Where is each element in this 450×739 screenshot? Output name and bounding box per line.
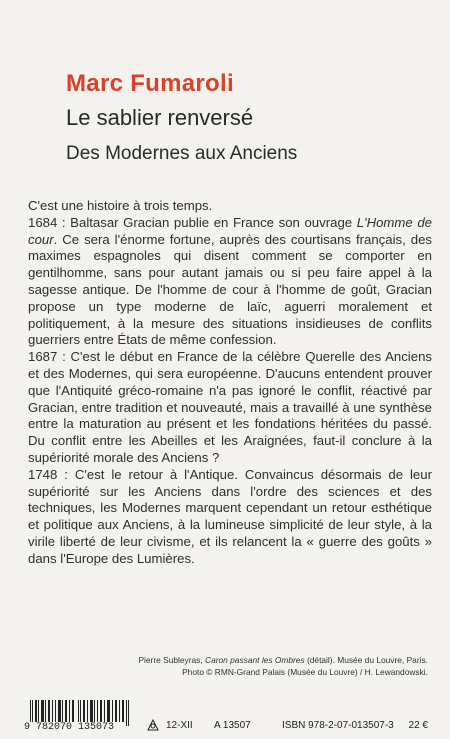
blurb bbox=[28, 198, 432, 568]
barcode bbox=[24, 700, 136, 736]
credit-line-2: Photo © RMN-Grand Palais (Musée du Louvre) / H. Lewandowski. bbox=[182, 666, 428, 677]
blurb-1748: 1748 : C'est le retour à l'Antique. Convaincus désormais de leur supériorité sur les Anciens dans l'ordre des sciences et des techniques, les Modernes marquent cependant un retour esthétique et politique aux Anciens, à la lumineuse simplicité de leur style, à la virile liberté de leur civisme, et ils relancent la « guerre des goûts » dans l'Europe des Lumières. bbox=[28, 466, 432, 566]
publisher-logo-icon bbox=[146, 718, 160, 735]
credit-artist: Pierre Subleyras, bbox=[138, 655, 206, 665]
print-code: 12-XII bbox=[166, 720, 193, 731]
blurb-1687: 1687 : C'est le début en France de la célèbre Querelle des Anciens et des Modernes, qui sera européenne. D'aucuns entendent prouver que l'Antiquité gréco-romaine n'a pas ignoré le conflit, réactivé par Gracian, entre tradition et nouveauté, mais a travaillé à une synthèse entre la maturation au présent et les fondations héritées du passé. Du conflit entre les Abeilles et les Araignées, faut-il conclure à la supériorité morale des Anciens ? bbox=[28, 349, 432, 465]
isbn: ISBN 978-2-07-013507-3 bbox=[282, 720, 394, 731]
credit-work-title: Caron passant les Ombres bbox=[205, 655, 305, 665]
blurb-1684-work-title: L'Homme de cour bbox=[28, 214, 432, 247]
catalog-code: A 13507 bbox=[214, 720, 251, 731]
book-title: Le sablier renversé bbox=[66, 105, 254, 130]
blurb-1684 bbox=[28, 215, 432, 349]
image-credit bbox=[108, 655, 428, 678]
credit-line-1 bbox=[108, 655, 428, 667]
blurb-1684-end: . Ce sera l'énorme fortune, auprès des courtisans français, des maximes espagnoles qui disent comment se comporter en gentilhomme, sans pour autant jamais ou si peu faire appel à la sagesse antique. De l'homme de cour à l'homme de goût, Gracian propose un type moderne de laïc, aguerri moralement et politiquement, à la mesure des situations insidieuses de conflits guerriers entre États de même confession. bbox=[28, 231, 432, 348]
blurb-1684-start: 1684 : Baltasar Gracian publie en France son ouvrage bbox=[28, 214, 357, 230]
author-name: Marc Fumaroli bbox=[66, 70, 234, 97]
book-subtitle: Des Modernes aux Anciens bbox=[66, 143, 298, 164]
price: 22 € bbox=[408, 720, 428, 731]
blurb-intro: C'est une histoire à trois temps. bbox=[28, 198, 213, 213]
credit-location: (détail). Musée du Louvre, Paris. bbox=[304, 655, 428, 665]
barcode-digits: 9 782070 135073 bbox=[24, 722, 115, 733]
